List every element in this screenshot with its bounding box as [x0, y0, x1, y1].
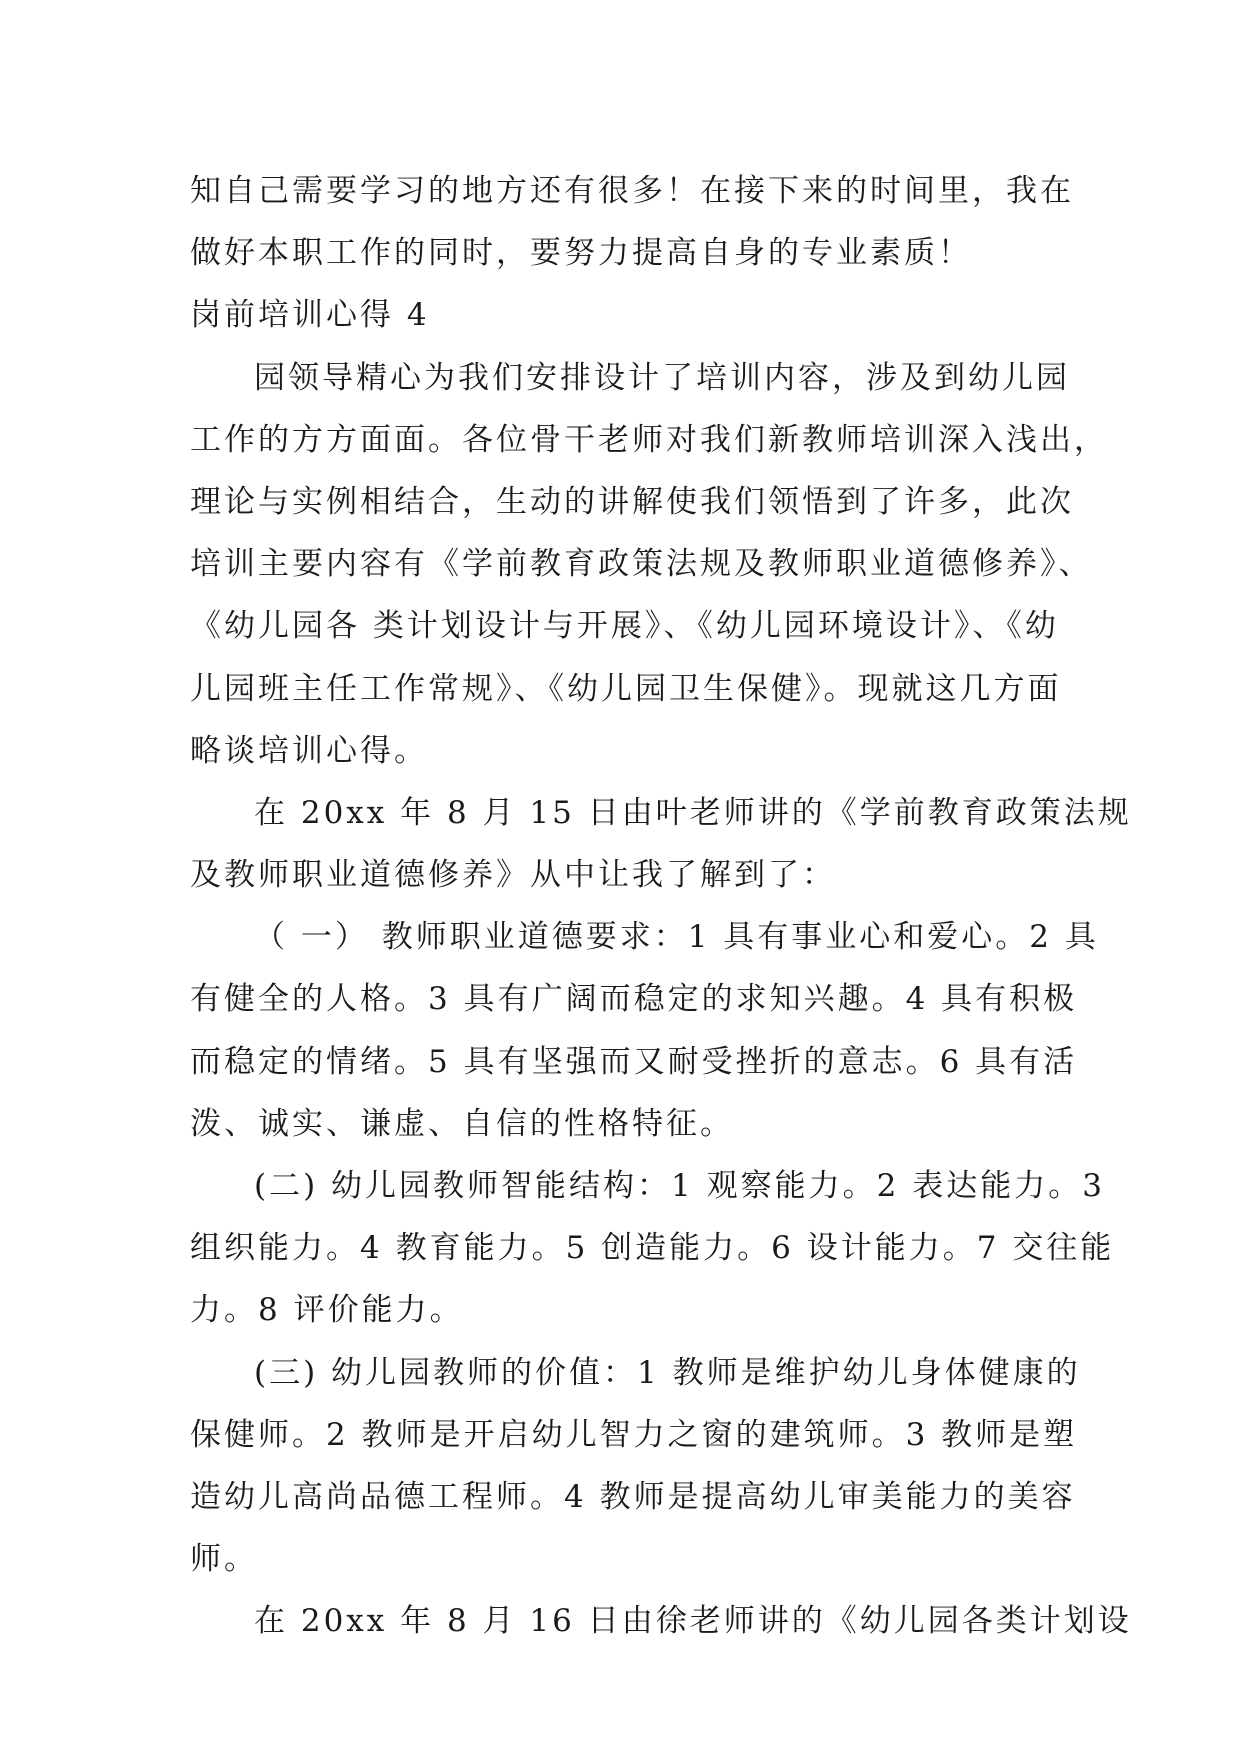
- text-line: 知自己需要学习的地方还有很多！在接下来的时间里，我在: [190, 173, 1074, 209]
- text-line: 略谈培训心得。: [190, 732, 428, 769]
- text-line: 工作的方方面面。各位骨干老师对我们新教师培训深入浅出，: [190, 421, 1108, 458]
- text-line: 园领导精心为我们安排设计了培训内容，涉及到幼儿园: [254, 359, 1070, 396]
- text-line: 在 20xx 年 8 月 15 日由叶老师讲的《学前教育政策法规: [254, 794, 1132, 831]
- text-line: 儿园班主任工作常规》、《幼儿园卫生保健》。现就这几方面: [190, 670, 1062, 707]
- text-line: 造幼儿高尚品德工程师。4 教师是提高幼儿审美能力的美容: [190, 1478, 1076, 1515]
- text-line: (二) 幼儿园教师智能结构：1 观察能力。2 表达能力。3: [254, 1168, 1105, 1204]
- text-line: 有健全的人格。3 具有广阔而稳定的求知兴趣。4 具有积极: [190, 981, 1078, 1018]
- text-line: 岗前培训心得 4: [190, 297, 430, 334]
- text-line: 保健师。2 教师是开启幼儿智力之窗的建筑师。3 教师是塑: [190, 1416, 1078, 1453]
- text-line: (三) 幼儿园教师的价值：1 教师是维护幼儿身体健康的: [254, 1354, 1081, 1391]
- text-line: 《幼儿园各 类计划设计与开展》、《幼儿园环境设计》、《幼: [190, 608, 1059, 645]
- text-line: 做好本职工作的同时，要努力提高自身的专业素质！: [190, 235, 972, 272]
- text-line: 培训主要内容有《学前教育政策法规及教师职业道德修养》、: [190, 546, 1093, 583]
- text-line: 泼、诚实、谦虚、自信的性格特征。: [190, 1105, 734, 1142]
- text-line: 师。: [190, 1541, 258, 1578]
- text-line: 理论与实例相结合，生动的讲解使我们领悟到了许多，此次: [190, 483, 1074, 520]
- text-line: 在 20xx 年 8 月 16 日由徐老师讲的《幼儿园各类计划设: [254, 1603, 1132, 1640]
- text-line: 力。8 评价能力。: [190, 1292, 464, 1329]
- text-line: 组织能力。4 教育能力。5 创造能力。6 设计能力。7 交往能: [190, 1230, 1115, 1267]
- text-line: （ 一） 教师职业道德要求：1 具有事业心和爱心。2 具: [254, 919, 1099, 956]
- document-body: [190, 160, 1132, 1653]
- text-line: 及教师职业道德修养》从中让我了解到了：: [190, 857, 836, 894]
- text-line: 而稳定的情绪。5 具有坚强而又耐受挫折的意志。6 具有活: [190, 1043, 1078, 1080]
